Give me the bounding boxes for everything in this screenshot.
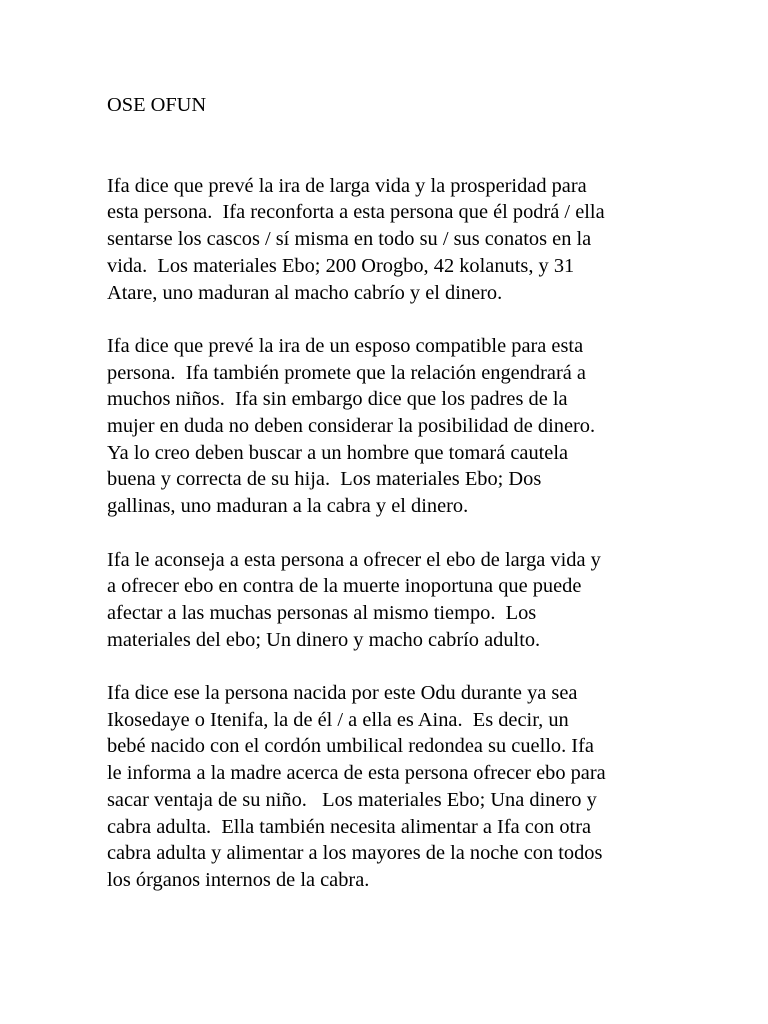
paragraph-3 — [107, 547, 668, 654]
paragraph-line: sentarse los cascos / sí misma en todo su / sus conatos en la — [107, 228, 592, 251]
paragraph-line: materiales del ebo; Un dinero y macho cabrío adulto. — [107, 628, 541, 651]
paragraph-1 — [107, 173, 668, 307]
paragraph-line: afectar a las muchas personas al mismo tiempo. Los — [107, 601, 537, 624]
paragraph-line: muchos niños. Ifa sin embargo dice que los padres de la — [107, 388, 568, 411]
paragraph-4 — [107, 680, 668, 894]
paragraph-line: Ifa le aconseja a esta persona a ofrecer el ebo de larga vida y — [107, 548, 601, 571]
paragraph-line: buena y correcta de su hija. Los materiales Ebo; Dos — [107, 468, 542, 491]
paragraph-line: vida. Los materiales Ebo; 200 Orogbo, 42 kolanuts, y 31 — [107, 254, 575, 277]
paragraph-line: cabra adulta. Ella también necesita alimentar a Ifa con otra — [107, 815, 592, 838]
paragraph-line: cabra adulta y alimentar a los mayores de la noche con todos — [107, 842, 603, 865]
paragraph-line: sacar ventaja de su niño. Los materiales Ebo; Una dinero y — [107, 788, 597, 811]
paragraph-line: gallinas, uno maduran a la cabra y el dinero. — [107, 495, 469, 518]
paragraph-line: Ya lo creo deben buscar a un hombre que tomará cautela — [107, 441, 569, 464]
paragraph-line: Ifa dice ese la persona nacida por este Odu durante ya sea — [107, 682, 578, 705]
paragraph-line: Ifa dice que prevé la ira de un esposo compatible para esta — [107, 334, 584, 357]
paragraph-line: los órganos internos de la cabra. — [107, 868, 370, 891]
paragraph-line: a ofrecer ebo en contra de la muerte inoportuna que puede — [107, 575, 582, 598]
paragraph-line: Atare, uno maduran al macho cabrío y el dinero. — [107, 281, 503, 304]
paragraph-line: Ikosedaye o Itenifa, la de él / a ella es Aina. Es decir, un — [107, 708, 569, 731]
paragraph-line: persona. Ifa también promete que la relación engendrará a — [107, 361, 586, 384]
paragraph-line: bebé nacido con el cordón umbilical redondea su cuello. Ifa — [107, 735, 594, 758]
paragraph-line: Ifa dice que prevé la ira de larga vida y la prosperidad para — [107, 174, 587, 197]
paragraph-line: le informa a la madre acerca de esta persona ofrecer ebo para — [107, 762, 606, 785]
paragraph-line: esta persona. Ifa reconforta a esta persona que él podrá / ella — [107, 201, 605, 224]
paragraph-2 — [107, 333, 668, 520]
paragraph-line: mujer en duda no deben considerar la posibilidad de dinero. — [107, 415, 596, 438]
document-title: OSE OFUN — [107, 94, 207, 116]
